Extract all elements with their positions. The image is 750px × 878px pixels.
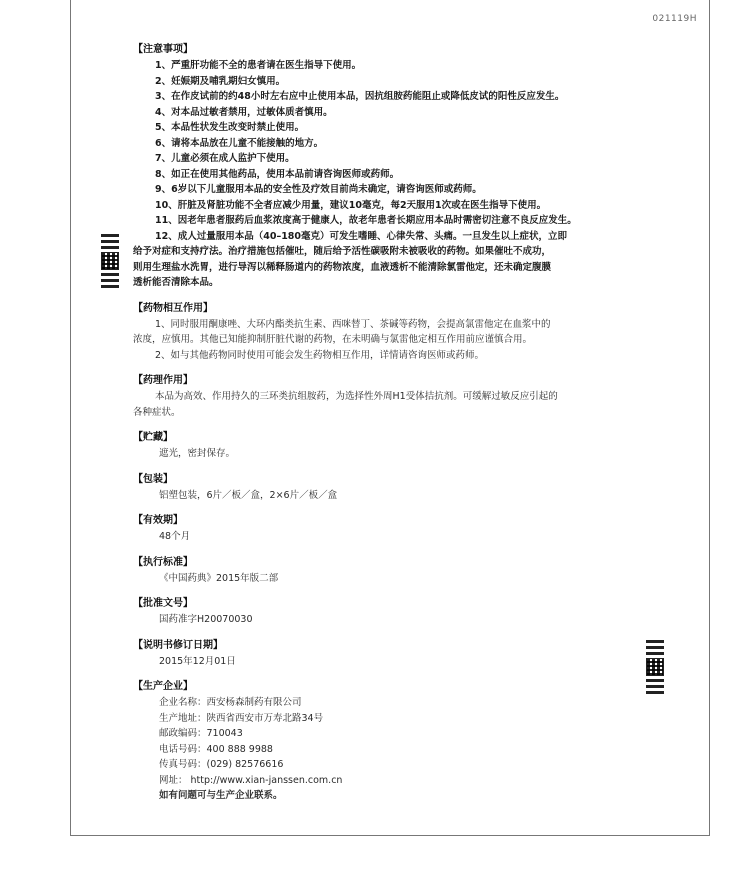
text-line: 《中国药典》2015年版二部 xyxy=(159,572,279,584)
text-line: 48个月 xyxy=(159,531,191,542)
text-line: 7、儿童必须在成人监护下使用。 xyxy=(155,153,295,164)
text-line: 传真号码：(029) 82576616 xyxy=(159,759,284,770)
text-line: 2015年12月01日 xyxy=(159,655,236,667)
section xyxy=(133,596,653,628)
text-line: 各种症状。 xyxy=(133,406,181,418)
text-line: 企业名称：西安杨森制药有限公司 xyxy=(159,697,302,708)
text-line: 浓度，应慎用。其他已知能抑制肝脏代谢的药物，在未明确与氯雷他定相互作用前应谨慎合用。 xyxy=(133,334,533,345)
text-line: 3、在作皮试前的约48小时左右应中止使用本品，因抗组胺药能阻止或降低皮试的阳性反应发生。 xyxy=(155,91,565,102)
section xyxy=(133,679,653,804)
text-line: 5、本品性状发生改变时禁止使用。 xyxy=(155,122,305,133)
text-line: 11、因老年患者服药后血浆浓度高于健康人，故老年患者长期应用本品时需密切注意不良反应发生。 xyxy=(155,215,577,226)
section-title: 【执行标准】 xyxy=(133,556,193,568)
text-line: 12、成人过量服用本品（40–180毫克）可发生嗜睡、心律失常、头痛。一旦发生以上症状，立即 xyxy=(155,230,568,242)
section-title: 【有效期】 xyxy=(133,515,183,526)
section xyxy=(133,430,653,462)
text-line: 10、肝脏及肾脏功能不全者应减少用量，建议10毫克，每2天服用1次或在医生指导下使用。 xyxy=(155,199,547,211)
section xyxy=(133,638,653,670)
section-title: 【贮藏】 xyxy=(133,432,173,443)
text-line: 网址： http://www.xian-janssen.com.cn xyxy=(159,774,343,786)
section xyxy=(133,555,653,587)
section xyxy=(133,373,653,420)
text-line: 6、请将本品放在儿童不能接触的地方。 xyxy=(155,137,324,149)
text-line: 国药准字H20070030 xyxy=(159,614,253,625)
text-line: 1、同时服用酮康唑、大环内酯类抗生素、西咪替丁、茶碱等药物，会提高氯雷他定在血浆中的 xyxy=(155,318,551,330)
text-line: 8、如正在使用其他药品，使用本品前请咨询医师或药师。 xyxy=(155,168,400,180)
section-title: 【说明书修订日期】 xyxy=(133,639,223,651)
text-line: 透析能否清除本品。 xyxy=(133,277,219,288)
leaflet-content xyxy=(133,42,653,814)
text-line: 则用生理盐水洗胃，进行导泻以稀释肠道内的药物浓度，血液透析不能清除氯雷他定，还未确定腹膜 xyxy=(133,261,552,273)
left-barcode-icon xyxy=(101,234,119,291)
text-line: 邮政编码：710043 xyxy=(159,728,243,739)
section-title: 【生产企业】 xyxy=(133,681,193,692)
text-line: 给予对症和支持疗法。治疗措施包括催吐，随后给予活性碳吸附未被吸收的药物。如果催吐不成功， xyxy=(133,246,552,257)
section xyxy=(133,513,653,545)
right-barcode-icon xyxy=(646,640,664,697)
text-line: 2、如与其他药物同时使用可能会发生药物相互作用，详情请咨询医师或药师。 xyxy=(155,349,485,361)
document-code: 021119H xyxy=(652,14,697,24)
leaflet-page xyxy=(70,0,710,836)
text-line: 电话号码：400 888 9988 xyxy=(159,743,273,755)
section-title: 【注意事项】 xyxy=(133,44,193,55)
section xyxy=(133,472,653,504)
text-line: 本品为高效、作用持久的三环类抗组胺药，为选择性外周H1受体拮抗剂。可缓解过敏反应引起的 xyxy=(155,391,558,402)
section-title: 【药物相互作用】 xyxy=(133,302,213,314)
text-line: 遮光，密封保存。 xyxy=(159,448,236,459)
section xyxy=(133,42,653,291)
text-line: 4、对本品过敏者禁用，过敏体质者慎用。 xyxy=(155,106,333,118)
section-title: 【药理作用】 xyxy=(133,375,193,386)
section-title: 【包装】 xyxy=(133,473,173,485)
section-title: 【批准文号】 xyxy=(133,598,193,609)
text-line: 铝塑包装，6片／板／盒，2×6片／板／盒 xyxy=(159,489,338,501)
text-line: 如有问题可与生产企业联系。 xyxy=(159,790,283,801)
text-line: 9、6岁以下儿童服用本品的安全性及疗效目前尚未确定，请咨询医师或药师。 xyxy=(155,184,482,195)
text-line: 1、严重肝功能不全的患者请在医生指导下使用。 xyxy=(155,60,362,71)
section xyxy=(133,301,653,364)
text-line: 生产地址：陕西省西安市万寿北路34号 xyxy=(159,712,324,724)
text-line: 2、妊娠期及哺乳期妇女慎用。 xyxy=(155,75,286,87)
